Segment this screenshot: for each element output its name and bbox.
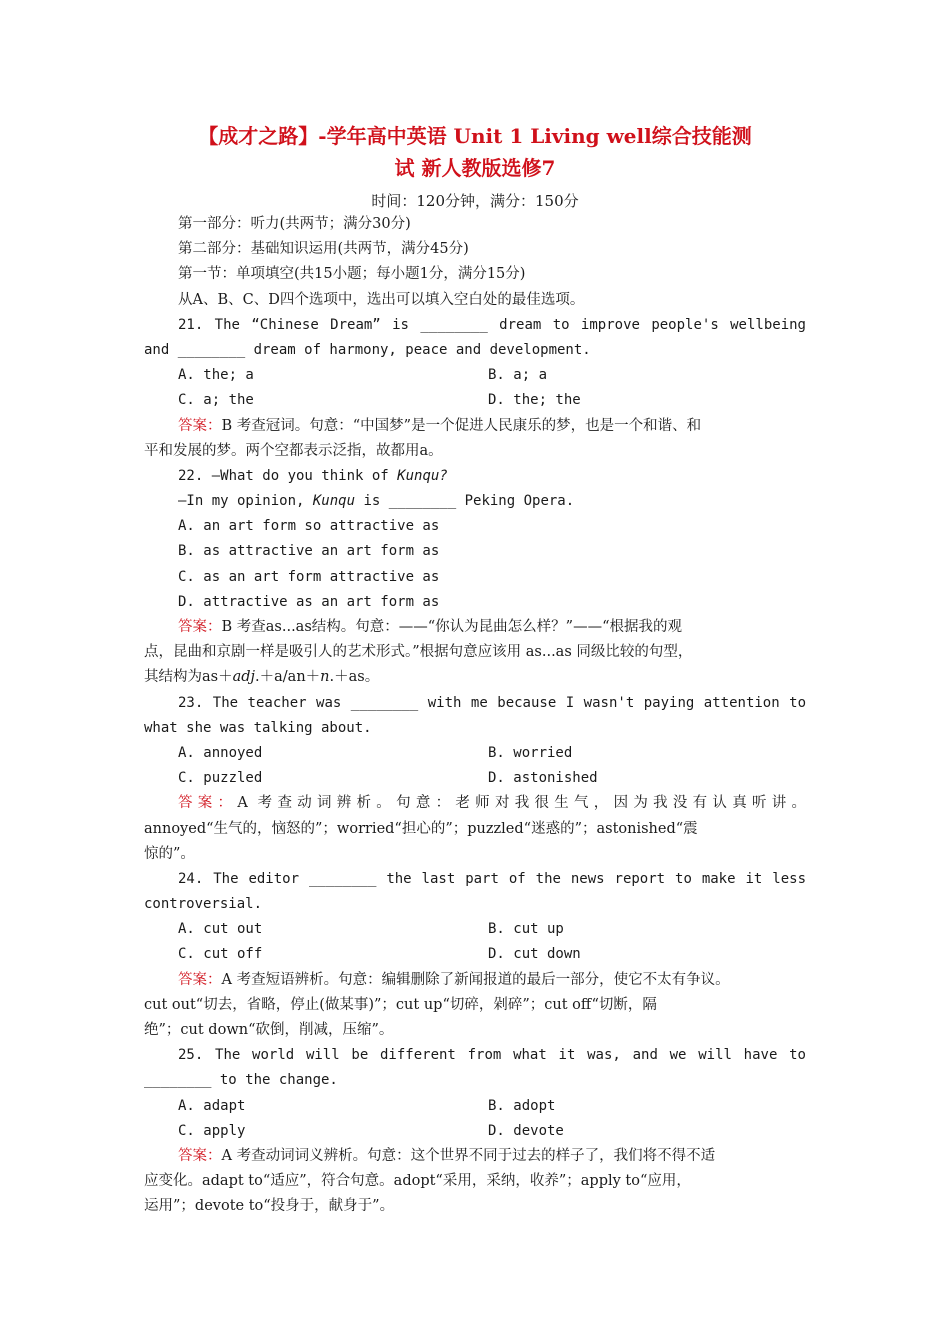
stem-text: —In my opinion, bbox=[178, 493, 313, 510]
answer-text: A 考查动词词义辨析。句意：这个世界不同于过去的样子了，我们将不得不适 bbox=[221, 1147, 716, 1164]
part1-heading: 第一部分：听力(共两节；满分30分) bbox=[178, 216, 411, 232]
answer-italic: adj bbox=[232, 669, 256, 686]
question-stem-cont: what she was talking about. bbox=[144, 719, 372, 736]
answer-line bbox=[144, 791, 806, 816]
answer-text: A 考查动词辨析。句意：老师对我很生气，因为我没有认真听讲。 bbox=[237, 795, 807, 812]
question-stem-cont: ________ to the change. bbox=[144, 1072, 338, 1089]
option-b: B. a; a bbox=[488, 367, 548, 384]
option-d: D. astonished bbox=[488, 770, 598, 787]
answer-line bbox=[144, 414, 806, 439]
answer-text-cont: 应变化。adapt to“适应”，符合句意。adopt“采用，采纳，收养”；apply to“应用， bbox=[144, 1173, 691, 1190]
instruction-text: 从A、B、C、D四个选项中，选出可以填入空白处的最佳选项。 bbox=[178, 291, 585, 308]
option-b: B. cut up bbox=[488, 921, 564, 938]
document-title-line2: 试 新人教版选修7 bbox=[394, 156, 556, 180]
answer-text: 其结构为as＋ bbox=[144, 669, 233, 686]
option-d: D. the; the bbox=[488, 392, 581, 409]
option-c: C. puzzled bbox=[178, 770, 263, 787]
question-23 bbox=[144, 691, 806, 867]
options-row bbox=[144, 942, 806, 967]
option-c: C. a; the bbox=[178, 392, 254, 409]
option-b: B. worried bbox=[488, 744, 573, 761]
option-a: A. annoyed bbox=[178, 744, 263, 761]
answer-line bbox=[144, 968, 806, 993]
option-c: C. apply bbox=[178, 1122, 246, 1139]
answer-text-cont: 点，昆曲和京剧一样是吸引人的艺术形式。”根据句意应该用 as...as 同级比较的句型， bbox=[144, 644, 693, 661]
answer-text: A 考查短语辨析。句意：编辑删除了新闻报道的最后一部分，使它不太有争议。 bbox=[221, 971, 730, 988]
answer-line bbox=[144, 615, 806, 640]
question-stem-cont bbox=[144, 489, 806, 514]
option-a: A. adapt bbox=[178, 1097, 246, 1114]
answer-label: 答案： bbox=[178, 971, 222, 988]
question-stem: 21. The “Chinese Dream” is ________ dream to improve people's wellbeing bbox=[178, 316, 806, 333]
options-row bbox=[144, 741, 806, 766]
question-25 bbox=[144, 1043, 806, 1219]
document-title-line1: 【成才之路】-学年高中英语 Unit 1 Living well综合技能测 bbox=[198, 124, 752, 148]
option-b: B. adopt bbox=[488, 1097, 556, 1114]
answer-text: B 考查冠词。句意：“中国梦”是一个促进人民康乐的梦，也是一个和谐、和 bbox=[221, 417, 702, 434]
options-row bbox=[144, 1119, 806, 1144]
stem-text: is ________ Peking Opera. bbox=[355, 493, 575, 510]
answer-text-cont: 惊的”。 bbox=[144, 845, 195, 862]
option-b: B. as attractive an art form as bbox=[178, 543, 440, 560]
options-row bbox=[144, 388, 806, 413]
option-a: A. cut out bbox=[178, 921, 263, 938]
stem-text: 22. —What do you think of bbox=[178, 467, 398, 484]
question-22 bbox=[144, 464, 806, 691]
question-stem: 24. The editor ________ the last part of the news report to make it less bbox=[178, 870, 806, 887]
answer-text-cont bbox=[144, 665, 806, 690]
options-row bbox=[144, 363, 806, 388]
kunqu-term: Kunqu? bbox=[397, 467, 448, 484]
kunqu-term: Kunqu bbox=[312, 493, 356, 510]
answer-text: .＋as。 bbox=[329, 669, 380, 686]
answer-text: .＋a/an＋ bbox=[255, 669, 321, 686]
part2-heading: 第二部分：基础知识运用(共两节，满分45分) bbox=[178, 241, 469, 258]
option-c: C. cut off bbox=[178, 946, 263, 963]
question-stem-cont: and ________ dream of harmony, peace and development. bbox=[144, 341, 591, 358]
option-d: D. cut down bbox=[488, 946, 581, 963]
option-d: D. attractive as an art form as bbox=[178, 593, 440, 610]
answer-label: 答案： bbox=[178, 417, 222, 434]
question-stem-cont: controversial. bbox=[144, 896, 263, 913]
answer-label: 答案： bbox=[178, 1147, 222, 1164]
time-score-info: 时间：120分钟，满分：150分 bbox=[371, 192, 579, 210]
answer-text-cont: 绝”；cut down“砍倒，削减，压缩”。 bbox=[144, 1022, 394, 1038]
section1-heading: 第一节：单项填空(共15小题；每小题1分，满分15分) bbox=[178, 266, 526, 283]
options-row bbox=[144, 917, 806, 942]
answer-text-cont: 运用”；devote to“投身于，献身于”。 bbox=[144, 1198, 395, 1215]
question-stem: 23. The teacher was ________ with me because I wasn't paying attention to bbox=[178, 694, 806, 711]
answer-label: 答案： bbox=[178, 795, 238, 812]
option-d: D. devote bbox=[488, 1122, 564, 1139]
options-row bbox=[144, 1094, 806, 1119]
options-row bbox=[144, 766, 806, 791]
answer-line bbox=[144, 1144, 806, 1169]
answer-text-cont: cut out“切去，省略，停止(做某事)”；cut up“切碎，剁碎”；cut off“切断，隔 bbox=[144, 996, 657, 1013]
answer-label: 答案： bbox=[178, 619, 222, 635]
document-body bbox=[144, 212, 806, 1220]
answer-italic: n bbox=[320, 669, 330, 686]
answer-text-cont: annoyed“生气的，恼怒的”；worried“担心的”；puzzled“迷惑的”；astonished“震 bbox=[144, 820, 698, 837]
question-21 bbox=[144, 313, 806, 464]
option-a: A. an art form so attractive as bbox=[178, 518, 440, 535]
answer-text: B 考查as...as结构。句意：——“你认为昆曲怎么样？”——“根据我的观 bbox=[221, 619, 683, 635]
question-24 bbox=[144, 867, 806, 1043]
question-stem: 25. The world will be different from what it was, and we will have to bbox=[178, 1047, 806, 1064]
option-a: A. the; a bbox=[178, 367, 254, 384]
answer-text-cont: 平和发展的梦。两个空都表示泛指，故都用a。 bbox=[144, 442, 443, 459]
question-stem bbox=[144, 464, 806, 489]
option-c: C. as an art form attractive as bbox=[178, 568, 440, 585]
